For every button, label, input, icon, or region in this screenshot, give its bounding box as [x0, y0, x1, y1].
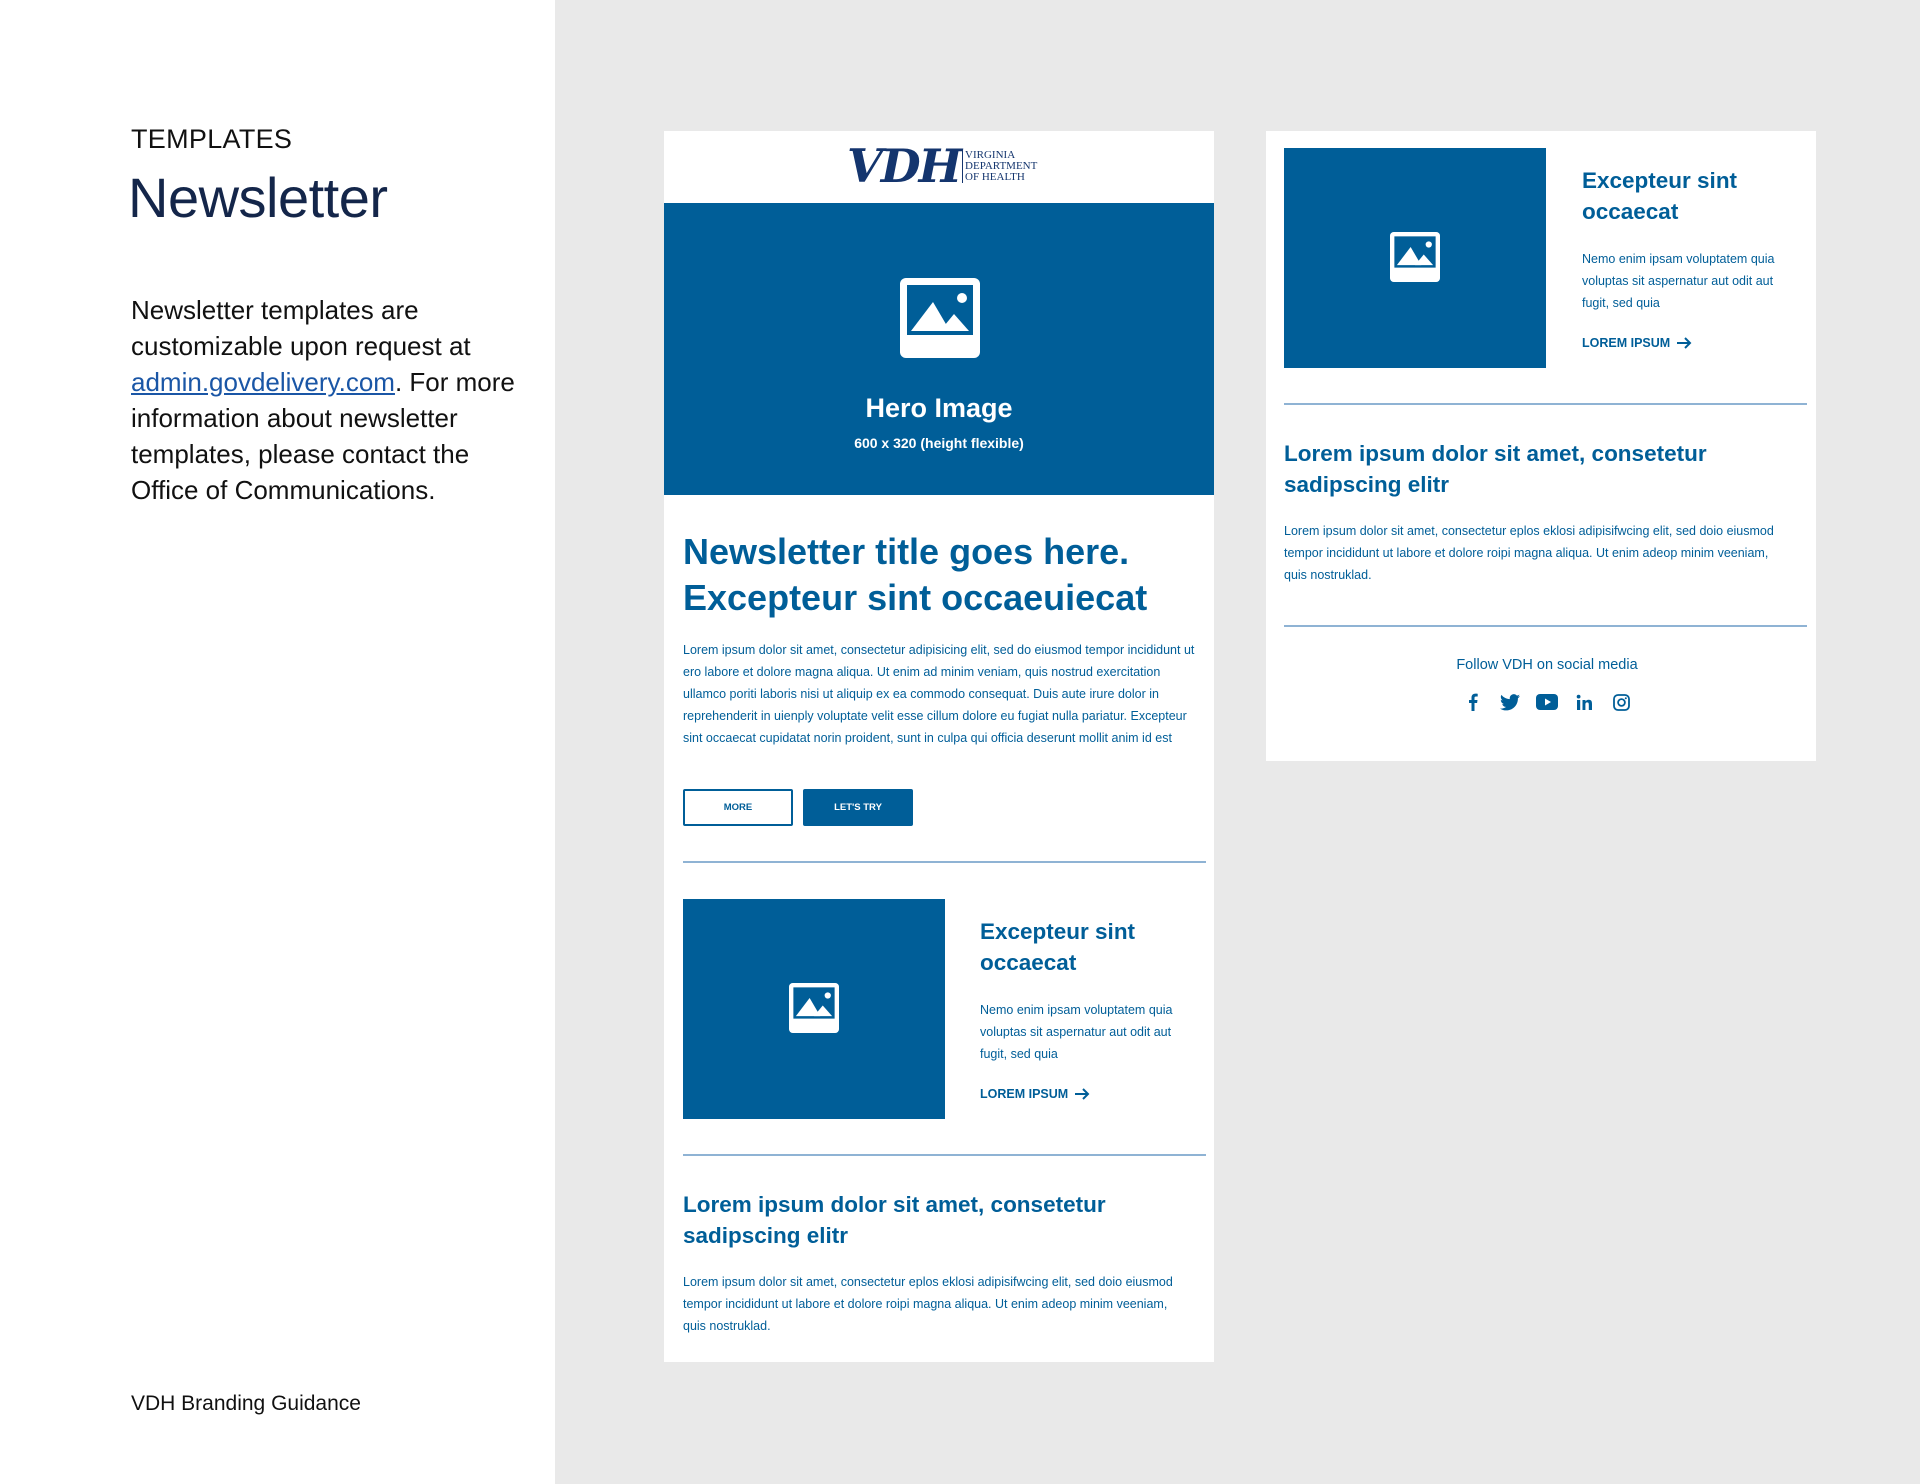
- image-icon: [1390, 232, 1440, 282]
- section-body: Lorem ipsum dolor sit amet, consectetur eplos eklosi adipisifwcing elit, sed doio eiusmod tempor incididunt ut labore et dolore roipi magna aliqua. Ut enim adeop minim veeniam, quis nostruklad.: [1284, 524, 1774, 582]
- logo-line-2: DEPARTMENT: [965, 160, 1038, 172]
- newsletter-title-line-2: Excepteur sint occaeuiecat: [683, 577, 1148, 618]
- govdelivery-link[interactable]: admin.govdelivery.com: [131, 367, 395, 397]
- feature-title: Excepteur sint occaecat: [980, 919, 1136, 975]
- divider: [1284, 403, 1807, 405]
- section-title: Lorem ipsum dolor sit amet, consetetur sadipscing elitr: [1284, 441, 1707, 497]
- newsletter-continuation-card: [1266, 131, 1816, 761]
- newsletter-title: [683, 529, 1203, 621]
- feature-image-placeholder: [1284, 148, 1546, 368]
- section-eyebrow: TEMPLATES: [131, 124, 293, 154]
- hero-title: Hero Image: [865, 393, 1013, 423]
- footer-brand-text: VDH Branding Guidance: [131, 1392, 361, 1415]
- lets-try-button[interactable]: LET'S TRY: [803, 789, 913, 826]
- youtube-icon[interactable]: [1536, 691, 1558, 713]
- twitter-icon[interactable]: [1499, 691, 1521, 713]
- description-text-1: Newsletter templates are customizable upon request at: [131, 295, 471, 361]
- divider: [683, 1154, 1206, 1156]
- arrow-right-icon: [1074, 1087, 1090, 1101]
- description-text-2: . For more information about newsletter templates, please contact the Office of Communications.: [131, 367, 515, 505]
- social-icons: [1266, 691, 1828, 713]
- logo-subtext: [962, 150, 1037, 183]
- arrow-right-icon: [1676, 336, 1692, 350]
- hero-image-placeholder: [664, 203, 1214, 495]
- description: [131, 292, 531, 508]
- instagram-icon[interactable]: [1610, 691, 1632, 713]
- logo-mark: VDH: [847, 139, 961, 193]
- image-icon: [900, 278, 980, 358]
- image-icon: [789, 983, 839, 1033]
- divider: [1284, 625, 1807, 627]
- feature-title: Excepteur sint occaecat: [1582, 168, 1738, 224]
- facebook-icon[interactable]: [1462, 691, 1484, 713]
- newsletter-title-line-1: Newsletter title goes here.: [683, 531, 1130, 572]
- section-body: Lorem ipsum dolor sit amet, consectetur eplos eklosi adipisifwcing elit, sed doio eiusmod tempor incididunt ut labore et dolore roipi magna aliqua. Ut enim adeop minim veeniam, quis nostruklad.: [683, 1275, 1173, 1333]
- hero-subtitle: 600 x 320 (height flexible): [854, 435, 1024, 451]
- follow-social-text: Follow VDH on social media: [1456, 657, 1638, 673]
- feature-link-label: LOREM IPSUM: [1582, 336, 1671, 350]
- feature-text: Nemo enim ipsam voluptatem quia voluptas sit aspernatur aut odit aut fugit, sed quia: [980, 1003, 1173, 1061]
- section-title: Lorem ipsum dolor sit amet, consetetur sadipscing elitr: [683, 1192, 1106, 1248]
- feature-link[interactable]: [980, 1087, 1090, 1101]
- vdh-logo: [847, 139, 1038, 193]
- newsletter-body: Lorem ipsum dolor sit amet, consectetur adipisicing elit, sed do eiusmod tempor incididunt ut ero labore et dolore magna aliqua. Ut enim ad minim veniam, quis nostrud exercitation ullamco poriti laboris nisi ut aliquip ex ea commodo consequat. Duis aute irure dolor in reprehenderit in uienply voluptate velit esse cillum dolore eu fugiat nulla pariatur. Excepteur sint occaecat cupidatat norin proident, sunt in culpa qui officia deserunt mollit anim id est: [683, 643, 1195, 745]
- linkedin-icon[interactable]: [1573, 691, 1595, 713]
- page-title: Newsletter: [128, 166, 388, 229]
- logo-line-3: OF HEALTH: [965, 171, 1025, 183]
- feature-text: Nemo enim ipsam voluptatem quia voluptas sit aspernatur aut odit aut fugit, sed quia: [1582, 252, 1775, 310]
- logo-line-1: VIRGINIA: [965, 149, 1016, 161]
- newsletter-template-card: [664, 131, 1214, 1362]
- feature-image-placeholder: [683, 899, 945, 1119]
- more-button[interactable]: MORE: [683, 789, 793, 826]
- feature-link-label: LOREM IPSUM: [980, 1087, 1069, 1101]
- divider: [683, 861, 1206, 863]
- feature-link[interactable]: [1582, 336, 1692, 350]
- sidebar-panel: [0, 0, 555, 1484]
